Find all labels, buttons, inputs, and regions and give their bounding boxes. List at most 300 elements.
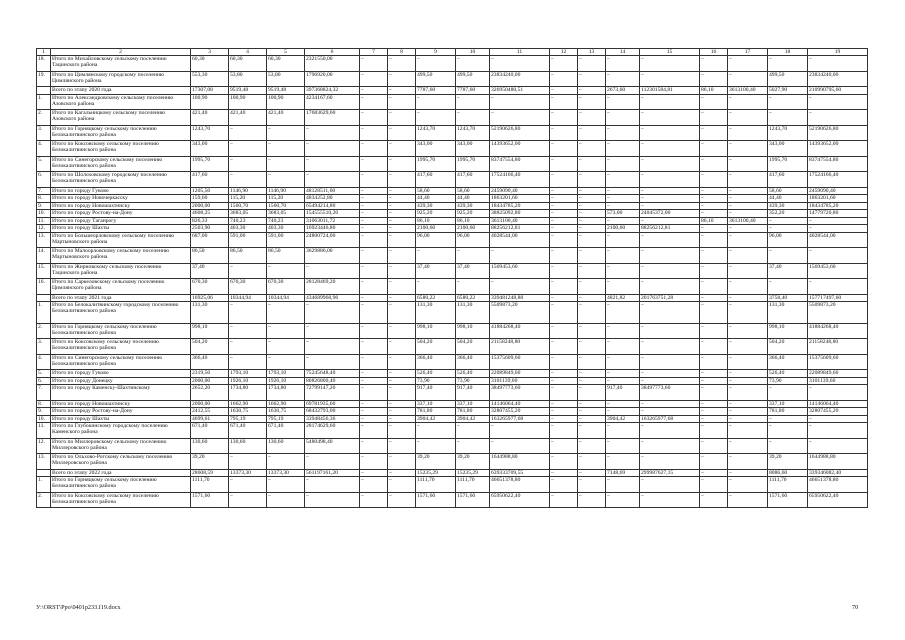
cell-value: 9519,48 <box>229 87 267 95</box>
cell-value: – <box>640 423 700 439</box>
cell-value: 439,30 <box>456 202 490 210</box>
cell-value: – <box>700 263 728 279</box>
cell-value: – <box>550 87 578 95</box>
cell-value: – <box>360 202 388 210</box>
cell-value: – <box>728 141 768 157</box>
register-table-container <box>36 48 866 508</box>
cell-value: – <box>490 248 550 264</box>
cell-value: – <box>578 172 606 188</box>
cell-value: 17683629,60 <box>305 110 360 126</box>
table-row <box>37 423 868 439</box>
cell-value: – <box>360 385 388 401</box>
cell-value: – <box>416 56 456 72</box>
cell-value: – <box>388 423 416 439</box>
cell-value: – <box>550 408 578 416</box>
cell-value: 1243,70 <box>456 125 490 141</box>
cell-value: – <box>416 248 456 264</box>
row-label: Итого по городу Ростову-на-Дону <box>51 408 191 416</box>
cell-value: – <box>550 232 578 248</box>
cell-value: 13373,30 <box>229 469 267 477</box>
cell-value: 1734,80 <box>229 385 267 401</box>
cell-value: 403,30 <box>267 225 305 233</box>
row-label: Итого по Александровскому сельскому поселению Азовского района <box>51 94 191 110</box>
cell-value: 5027,90 <box>768 87 808 95</box>
cell-value: 1569453,60 <box>808 263 868 279</box>
cell-value: 73,90 <box>768 377 808 385</box>
cell-value: – <box>640 339 700 355</box>
cell-value: 73,90 <box>416 377 456 385</box>
cell-value: 37,40 <box>416 263 456 279</box>
cell-value: 421,40 <box>229 110 267 126</box>
cell-value: 1571,60 <box>768 492 808 508</box>
cell-value: 397368824,32 <box>305 87 360 95</box>
cell-value: 88256212,81 <box>640 225 700 233</box>
cell-value: – <box>700 110 728 126</box>
cell-value: – <box>606 438 640 454</box>
cell-value: – <box>578 87 606 95</box>
cell-value: – <box>728 195 768 203</box>
cell-value: – <box>388 187 416 195</box>
cell-value: 781,80 <box>456 408 490 416</box>
row-label: Итого по городу Гуково <box>51 370 191 378</box>
cell-value: – <box>606 279 640 295</box>
cell-value: 4234167,60 <box>305 94 360 110</box>
cell-value: – <box>578 415 606 423</box>
cell-value: 1571,60 <box>456 492 490 508</box>
cell-value: – <box>578 56 606 72</box>
cell-value: – <box>360 400 388 408</box>
cell-value: – <box>456 110 490 126</box>
cell-value: – <box>388 454 416 470</box>
cell-value: 2412,55 <box>191 408 229 416</box>
cell-value: – <box>578 354 606 370</box>
row-label: Итого по Белокалитвинскому городскому поселению Белокалитвинского района <box>51 302 191 324</box>
cell-value: – <box>808 94 868 110</box>
cell-value: 58,60 <box>768 187 808 195</box>
cell-value: 154555510,20 <box>305 210 360 218</box>
row-label: Итого по Коксовскому сельскому поселению Белокалитвинского района <box>51 339 191 355</box>
cell-value: – <box>360 438 388 454</box>
cell-value: 3613100,40 <box>728 217 768 225</box>
row-number <box>37 294 51 302</box>
cell-value: 526,40 <box>456 370 490 378</box>
cell-value: 1243,70 <box>416 125 456 141</box>
cell-value: 32807455,20 <box>490 408 550 416</box>
cell-value: – <box>388 87 416 95</box>
cell-value: 343,00 <box>456 141 490 157</box>
cell-value: – <box>388 210 416 218</box>
cell-value: – <box>416 279 456 295</box>
cell-value: 163265977,68 <box>640 415 700 423</box>
cell-value: 417,60 <box>191 172 229 188</box>
cell-value: – <box>578 225 606 233</box>
cell-value: – <box>728 110 768 126</box>
table-row <box>37 354 868 370</box>
cell-value: 1111,70 <box>456 477 490 493</box>
cell-value: 3101139,60 <box>808 377 868 385</box>
cell-value: 2100,60 <box>416 225 456 233</box>
cell-value: – <box>578 94 606 110</box>
cell-value: – <box>768 415 808 423</box>
row-label: Итого по городу Ростову-на-Дону <box>51 210 191 218</box>
cell-value: – <box>578 469 606 477</box>
cell-value: – <box>550 400 578 408</box>
cell-value: – <box>456 56 490 72</box>
cell-value: 5480498,40 <box>305 438 360 454</box>
cell-value: – <box>229 477 267 493</box>
cell-value: – <box>808 248 868 264</box>
table-row <box>37 415 868 423</box>
cell-value: – <box>267 354 305 370</box>
cell-value: – <box>578 232 606 248</box>
cell-value: – <box>808 438 868 454</box>
cell-value: – <box>267 302 305 324</box>
cell-value: – <box>388 141 416 157</box>
cell-value: – <box>550 195 578 203</box>
cell-value: – <box>229 156 267 172</box>
cell-value: 343,00 <box>768 141 808 157</box>
cell-value: 86,10 <box>416 217 456 225</box>
cell-value: – <box>700 210 728 218</box>
cell-value: – <box>550 172 578 188</box>
cell-value: 1630,75 <box>267 408 305 416</box>
table-row <box>37 279 868 295</box>
column-number: 3 <box>191 49 229 56</box>
cell-value: 366,40 <box>456 354 490 370</box>
cell-value: – <box>305 339 360 355</box>
cell-value: – <box>388 279 416 295</box>
cell-value: – <box>640 232 700 248</box>
cell-value: 15375609,60 <box>490 354 550 370</box>
table-row <box>37 469 868 477</box>
cell-value: – <box>550 210 578 218</box>
row-number: 14. <box>37 248 51 264</box>
cell-value: – <box>267 323 305 339</box>
cell-value: – <box>490 423 550 439</box>
row-label: Итого по Ольхово-Рогскому сельскому поселению Миллеровского района <box>51 454 191 470</box>
cell-value: – <box>578 377 606 385</box>
cell-value: – <box>578 71 606 87</box>
cell-value: – <box>578 454 606 470</box>
cell-value: 299987627,15 <box>640 469 700 477</box>
cell-value: – <box>700 492 728 508</box>
cell-value: 15235,29 <box>416 469 456 477</box>
cell-value: – <box>606 302 640 324</box>
cell-value: – <box>728 56 768 72</box>
column-number: 2 <box>51 49 191 56</box>
cell-value: – <box>728 156 768 172</box>
cell-value: – <box>578 217 606 225</box>
cell-value: 352,20 <box>768 210 808 218</box>
cell-value: 72799147,20 <box>305 385 360 401</box>
cell-value: – <box>550 187 578 195</box>
cell-value: – <box>700 279 728 295</box>
cell-value: – <box>728 454 768 470</box>
table-row <box>37 110 868 126</box>
row-label: Итого по городу Гуково <box>51 187 191 195</box>
cell-value: – <box>640 302 700 324</box>
table-row <box>37 87 868 95</box>
cell-value: – <box>388 263 416 279</box>
cell-value: – <box>360 217 388 225</box>
cell-value: 1662,90 <box>267 400 305 408</box>
row-number: 9. <box>37 408 51 416</box>
cell-value: 671,40 <box>229 423 267 439</box>
cell-value: – <box>768 438 808 454</box>
row-label: Итого по Синегорскому сельскому поселению Белокалитвинского района <box>51 156 191 172</box>
cell-value: – <box>360 225 388 233</box>
cell-value: 366,40 <box>768 354 808 370</box>
cell-value: – <box>578 339 606 355</box>
cell-value: 998,10 <box>456 323 490 339</box>
cell-value: – <box>578 400 606 408</box>
cell-value: – <box>700 56 728 72</box>
cell-value: – <box>640 370 700 378</box>
cell-value: 439,30 <box>768 202 808 210</box>
row-label: Итого по Жирновскому сельскому поселению Тацинского района <box>51 263 191 279</box>
row-number: 8. <box>37 400 51 408</box>
row-number: 12. <box>37 438 51 454</box>
cell-value: – <box>550 263 578 279</box>
cell-value: 69781935,60 <box>305 400 360 408</box>
row-number: 2. <box>37 323 51 339</box>
cell-value: – <box>606 492 640 508</box>
cell-value: – <box>360 156 388 172</box>
cell-value: 23834240,00 <box>808 71 868 87</box>
cell-value: 41884268,40 <box>808 323 868 339</box>
cell-value: 39,20 <box>191 454 229 470</box>
row-number: 16. <box>37 279 51 295</box>
cell-value: – <box>768 279 808 295</box>
cell-value: 1146,90 <box>267 187 305 195</box>
row-label: Итого по городу Новочеркасску <box>51 195 191 203</box>
cell-value: 526,40 <box>416 370 456 378</box>
column-number: 8 <box>388 49 416 56</box>
cell-value: 23834240,00 <box>490 71 550 87</box>
cell-value: 53,80 <box>229 71 267 87</box>
cell-value: – <box>550 217 578 225</box>
cell-value: – <box>229 263 267 279</box>
table-row <box>37 56 868 72</box>
cell-value: – <box>728 210 768 218</box>
cell-value: – <box>606 217 640 225</box>
cell-value: – <box>360 408 388 416</box>
cell-value: 439,30 <box>416 202 456 210</box>
table-row <box>37 377 868 385</box>
table-row <box>37 71 868 87</box>
cell-value: – <box>360 187 388 195</box>
row-number: 3. <box>37 125 51 141</box>
cell-value: 16923446,80 <box>305 225 360 233</box>
cell-value: – <box>550 415 578 423</box>
cell-value: 434689968,96 <box>305 294 360 302</box>
column-number: 7 <box>360 49 388 56</box>
cell-value: 112301584,81 <box>640 87 700 95</box>
row-number: 5. <box>37 370 51 378</box>
cell-value: 17307,08 <box>191 87 229 95</box>
cell-value: 3683,05 <box>229 210 267 218</box>
cell-value: – <box>360 125 388 141</box>
cell-value: – <box>267 172 305 188</box>
cell-value: 39,20 <box>416 454 456 470</box>
cell-value: – <box>229 323 267 339</box>
cell-value: – <box>700 248 728 264</box>
cell-value: 100,90 <box>191 94 229 110</box>
cell-value: 3758,40 <box>768 294 808 302</box>
cell-value: – <box>305 454 360 470</box>
cell-value: – <box>640 156 700 172</box>
cell-value: – <box>229 339 267 355</box>
cell-value: – <box>700 232 728 248</box>
cell-value: – <box>700 323 728 339</box>
cell-value: – <box>550 477 578 493</box>
cell-value: 671,40 <box>267 423 305 439</box>
cell-value: 591,00 <box>229 232 267 248</box>
cell-value: – <box>550 248 578 264</box>
cell-value: 14779720,80 <box>808 210 868 218</box>
cell-value: 131,30 <box>456 302 490 324</box>
cell-value: 28174629,60 <box>305 423 360 439</box>
cell-value: – <box>700 454 728 470</box>
cell-value: 2459090,40 <box>490 187 550 195</box>
cell-value: – <box>578 423 606 439</box>
cell-value: – <box>700 187 728 195</box>
cell-value: – <box>578 492 606 508</box>
cell-value: – <box>700 302 728 324</box>
cell-value: 3613100,40 <box>728 87 768 95</box>
row-label: Всего по этапу 2021 года <box>51 294 191 302</box>
cell-value: – <box>550 156 578 172</box>
table-row <box>37 187 868 195</box>
cell-value: – <box>700 385 728 401</box>
row-label: Итого по городу Таганрогу <box>51 217 191 225</box>
cell-value: – <box>360 232 388 248</box>
cell-value: – <box>700 94 728 110</box>
cell-value: – <box>728 469 768 477</box>
cell-value: 86,50 <box>191 248 229 264</box>
cell-value: – <box>700 202 728 210</box>
table-row <box>37 141 868 157</box>
cell-value: 10344,94 <box>267 294 305 302</box>
row-label: Итого по Горняцкому сельскому поселению Белокалитвинского района <box>51 323 191 339</box>
cell-value: 41884268,40 <box>490 323 550 339</box>
cell-value: 3904,42 <box>416 415 456 423</box>
cell-value: – <box>640 323 700 339</box>
cell-value: – <box>728 248 768 264</box>
cell-value: 1560,70 <box>267 202 305 210</box>
cell-value: – <box>700 141 728 157</box>
cell-value: – <box>550 377 578 385</box>
cell-value: – <box>700 172 728 188</box>
row-number: 6. <box>37 377 51 385</box>
cell-value: – <box>578 438 606 454</box>
cell-value: – <box>550 469 578 477</box>
cell-value: 1995,70 <box>416 156 456 172</box>
cell-value: 417,60 <box>456 172 490 188</box>
table-row <box>37 323 868 339</box>
cell-value: – <box>305 141 360 157</box>
cell-value: 37,40 <box>191 263 229 279</box>
table-row <box>37 195 868 203</box>
cell-value: – <box>550 492 578 508</box>
table-row <box>37 370 868 378</box>
cell-value: – <box>388 492 416 508</box>
cell-value: – <box>388 339 416 355</box>
cell-value: – <box>388 94 416 110</box>
cell-value: – <box>700 125 728 141</box>
cell-value: – <box>388 438 416 454</box>
cell-value: – <box>388 110 416 126</box>
cell-value: 1926,10 <box>229 377 267 385</box>
cell-value: – <box>456 279 490 295</box>
cell-value: 337,10 <box>456 400 490 408</box>
cell-value: 53,80 <box>267 71 305 87</box>
row-number: 15. <box>37 263 51 279</box>
cell-value: – <box>640 438 700 454</box>
cell-value: – <box>360 263 388 279</box>
cell-value: – <box>606 354 640 370</box>
cell-value: 28608,59 <box>191 469 229 477</box>
page-number: 70 <box>852 604 859 611</box>
cell-value: 14393652,00 <box>490 141 550 157</box>
cell-value: 1630,75 <box>229 408 267 416</box>
table-row <box>37 156 868 172</box>
cell-value: – <box>388 400 416 408</box>
cell-value: 781,80 <box>416 408 456 416</box>
row-number <box>37 87 51 95</box>
cell-value: – <box>728 263 768 279</box>
cell-value: – <box>606 110 640 126</box>
cell-value: 499,50 <box>768 71 808 87</box>
cell-value: 86,50 <box>267 248 305 264</box>
cell-value: 60,30 <box>191 56 229 72</box>
cell-value: 33948456,36 <box>305 415 360 423</box>
cell-value: – <box>578 294 606 302</box>
table-row <box>37 232 868 248</box>
cell-value: 46651378,80 <box>808 477 868 493</box>
cell-value: – <box>305 302 360 324</box>
row-number: 18. <box>37 56 51 72</box>
cell-value: – <box>808 385 868 401</box>
cell-value: 7148,69 <box>606 469 640 477</box>
cell-value: – <box>606 125 640 141</box>
cell-value: – <box>728 423 768 439</box>
cell-value: – <box>606 187 640 195</box>
table-row <box>37 385 868 401</box>
cell-value: – <box>550 125 578 141</box>
row-number: 13. <box>37 232 51 248</box>
cell-value: – <box>578 195 606 203</box>
cell-value: – <box>606 423 640 439</box>
cell-value: 7787,60 <box>456 87 490 95</box>
cell-value: 740,23 <box>229 217 267 225</box>
cell-value: – <box>550 354 578 370</box>
row-label: Итого по Большеорловскому сельскому поселению Мартыновского района <box>51 232 191 248</box>
cell-value: 826,33 <box>191 217 229 225</box>
cell-value: 781,80 <box>768 408 808 416</box>
cell-value: 80826800,40 <box>305 377 360 385</box>
cell-value: 60,30 <box>229 56 267 72</box>
cell-value: – <box>640 110 700 126</box>
cell-value: – <box>360 323 388 339</box>
cell-value: – <box>578 248 606 264</box>
cell-value: – <box>305 125 360 141</box>
cell-value: – <box>768 56 808 72</box>
cell-value: – <box>388 408 416 416</box>
row-number: 6. <box>37 172 51 188</box>
table-row <box>37 202 868 210</box>
cell-value: 15375609,60 <box>808 354 868 370</box>
